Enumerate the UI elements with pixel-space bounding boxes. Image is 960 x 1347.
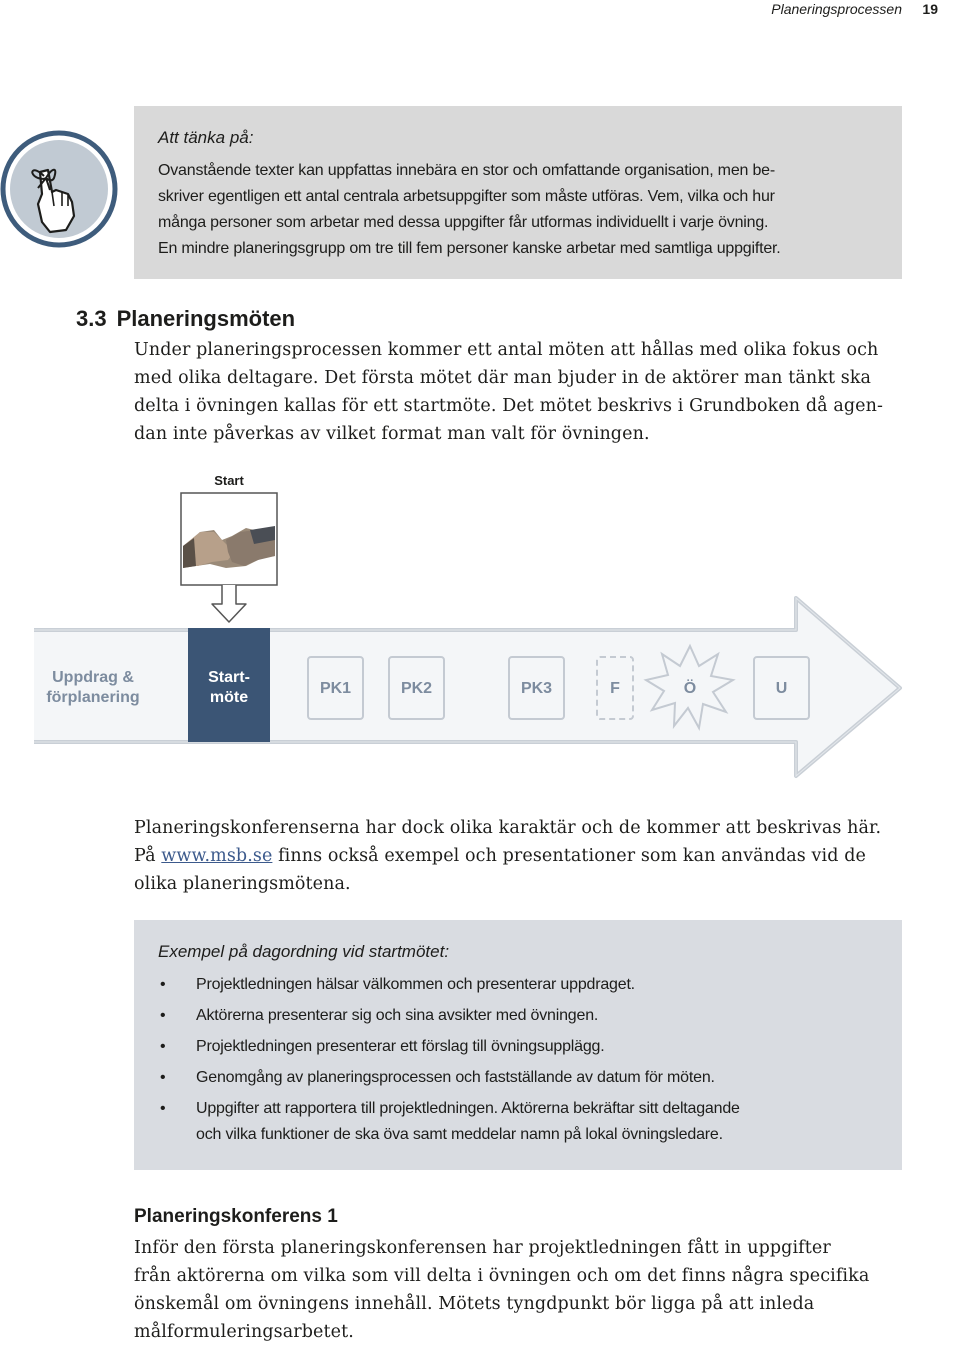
stage-label-pk1: PK1 — [319, 680, 352, 697]
running-header — [0, 0, 960, 20]
start-label: Start — [214, 473, 244, 488]
agenda-list — [158, 972, 878, 1153]
section-title — [76, 306, 295, 332]
think-about-heading: Att tänka på: — [158, 128, 254, 147]
agenda-item — [158, 1065, 878, 1091]
stage-label-u: U — [775, 680, 788, 697]
process-diagram — [0, 480, 960, 780]
stage-label-pk2: PK2 — [400, 680, 433, 697]
agenda-item-text: Uppgifter att rapportera till projektledningen. Aktörerna bekräftar sitt deltagande — [196, 1100, 740, 1117]
bullet: • — [160, 1100, 166, 1117]
text-line: många personer som arbetar med dessa uppgifter får utformas individuellt i varje övning. — [158, 214, 769, 231]
text-line: Inför den första planeringskonferensen har projektledningen fått in uppgifter — [134, 1238, 831, 1258]
text-line: En mindre planeringsgrupp om tre till fem personer kanske arbetar med samtliga uppgifter. — [158, 240, 781, 257]
agenda-item — [158, 1096, 878, 1148]
text-span: På — [134, 846, 162, 866]
section-heading: Planeringsmöten — [116, 306, 296, 331]
section-number: 3.3 — [76, 306, 107, 331]
stage-label-line: Start- — [208, 669, 250, 686]
agenda-item — [158, 1034, 878, 1060]
text-line: dan inte påverkas av vilket format man valt för övningen. — [134, 424, 650, 444]
bullet: • — [160, 1007, 166, 1024]
agenda-item-text: Aktörerna presenterar sig och sina avsikter med övningen. — [196, 1007, 599, 1024]
stage-label-line: förplanering — [46, 689, 140, 706]
text-line — [134, 842, 914, 870]
bullet: • — [160, 1069, 166, 1086]
stage-label-uppdrag — [40, 668, 146, 708]
text-line: önskemål om övningens innehåll. Mötets tyngdpunkt bör ligga på att inleda — [134, 1294, 815, 1314]
agenda-item-text: Projektledningen presenterar ett förslag till övningsupplägg. — [196, 1038, 605, 1055]
agenda-item-text: Genomgång av planeringsprocessen och fastställande av datum för möten. — [196, 1069, 715, 1086]
msb-link[interactable]: www.msb.se — [161, 846, 273, 866]
conference-text — [134, 1234, 914, 1346]
agenda-item — [158, 972, 878, 998]
after-diagram-text — [134, 814, 914, 898]
running-title: Planeringsprocessen — [771, 1, 902, 17]
text-line: delta i övningen kallas för ett startmöte. Det mötet beskrivs i Grundboken då agen- — [134, 396, 884, 416]
text-line: med olika deltagare. Det första mötet där man bjuder in de aktörer man tänkt ska — [134, 368, 872, 388]
agenda-item — [158, 1003, 878, 1029]
stage-label-pk3: PK3 — [520, 680, 553, 697]
text-span: finns också exempel och presentationer som kan användas vid de — [272, 846, 866, 866]
text-line: Planeringskonferenserna har dock olika karaktär och de kommer att beskrivas här. — [134, 818, 882, 838]
stage-label-f: F — [610, 680, 620, 697]
finger-string-reminder-icon — [0, 130, 118, 248]
agenda-item-text: och vilka funktioner de ska öva samt meddelar namn på lokal övningsledare. — [196, 1126, 723, 1143]
stage-label-o: Ö — [683, 680, 697, 697]
agenda-heading: Exempel på dagordning vid startmötet: — [158, 942, 450, 961]
text-line: Ovanstående texter kan uppfattas innebära en stor och omfattande organisation, men be- — [158, 162, 775, 179]
text-line: från aktörerna om vilka som vill delta i övningen och om det finns några specifika — [134, 1266, 870, 1286]
text-line: skriver egentligen ett antal centrala arbetsuppgifter som måste utföras. Vem, vilka och hur — [158, 188, 775, 205]
agenda-box — [134, 920, 902, 1170]
page-number: 19 — [922, 1, 938, 17]
think-about-box — [134, 106, 902, 279]
bullet: • — [160, 1038, 166, 1055]
stage-label-line: Uppdrag & — [52, 669, 134, 686]
text-line: Under planeringsprocessen kommer ett antal möten att hållas med olika fokus och — [134, 340, 879, 360]
stage-label-startmote — [188, 668, 270, 708]
bullet: • — [160, 976, 166, 993]
stage-label-line: möte — [209, 689, 249, 706]
agenda-item-text: Projektledningen hälsar välkommen och presenterar uppdraget. — [196, 976, 635, 993]
think-about-text — [158, 158, 878, 262]
text-line: olika planeringsmötena. — [134, 874, 351, 894]
conference-heading: Planeringskonferens 1 — [134, 1206, 338, 1227]
section-intro — [134, 336, 914, 448]
text-line: målformuleringsarbetet. — [134, 1322, 354, 1342]
start-down-arrow — [212, 585, 246, 622]
